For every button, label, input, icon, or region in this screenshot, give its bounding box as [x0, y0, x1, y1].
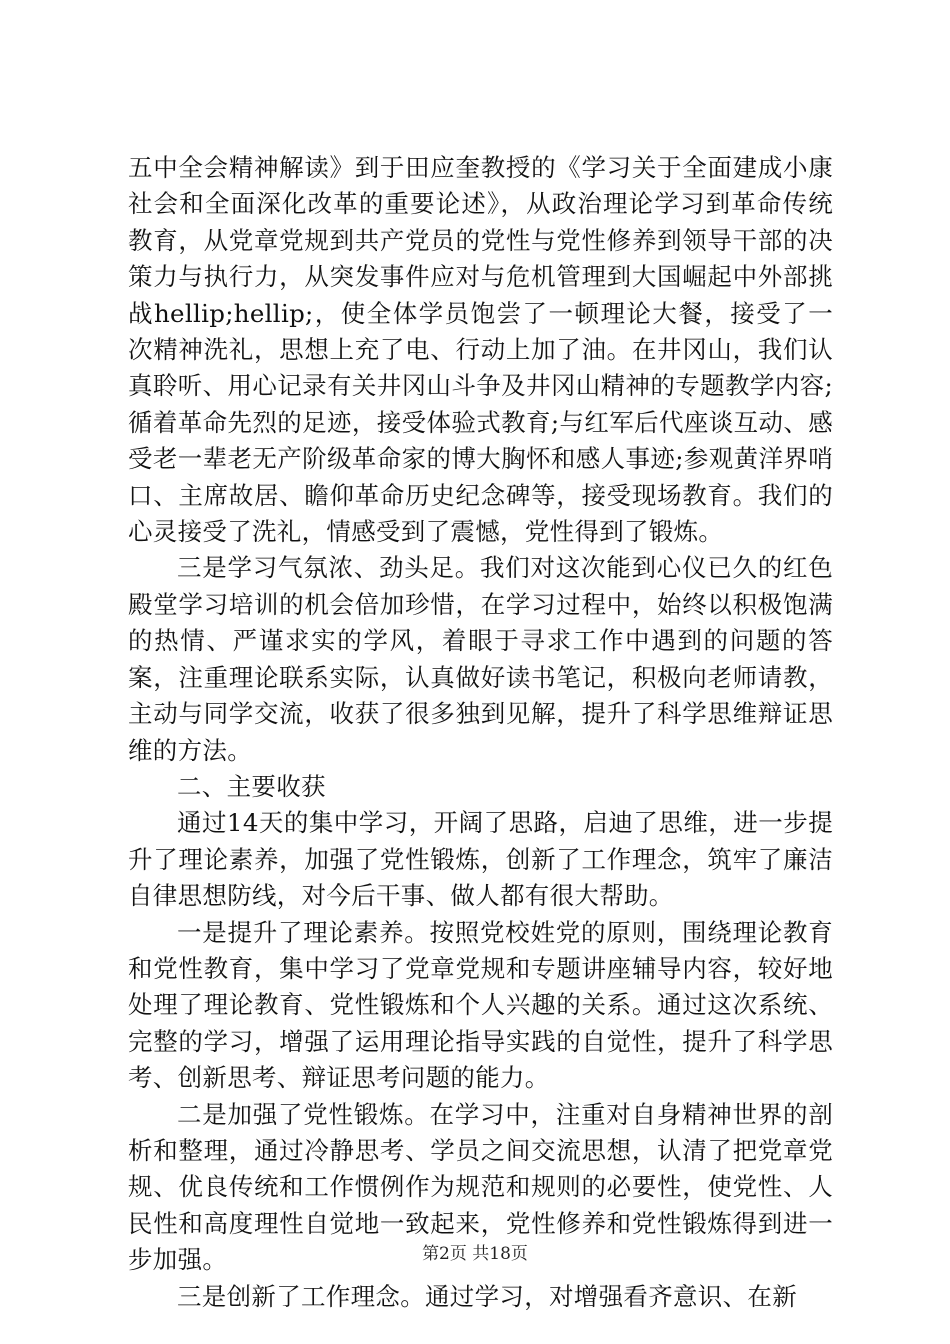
document-body	[128, 150, 833, 1315]
paragraph-2: 三是学习气氛浓、劲头足。我们对这次能到心仪已久的红色殿堂学习培训的机会倍加珍惜，在学习过程中，始终以积极饱满的热情、严谨求实的学风，着眼于寻求工作中遇到的问题的答案，注重理论联系实际，认真做好读书笔记，积极向老师请教，主动与同学交流，收获了很多独到见解，提升了科学思维辩证思维的方法。	[128, 553, 833, 765]
paragraph-1: 五中全会精神解读》到于田应奎教授的《学习关于全面建成小康社会和全面深化改革的重要论述》，从政治理论学习到革命传统教育，从党章党规到共产党员的党性与党性修养到领导干部的决策力与执行力，从突发事件应对与危机管理到大国崛起中外部挑战hellip;hellip;，使全体学员饱尝了一顿理论大餐，接受了一次精神洗礼，思想上充了电、行动上加了油。在井冈山，我们认真聆听、用心记录有关井冈山斗争及井冈山精神的专题教学内容;循着革命先烈的足迹，接受体验式教育;与红军后代座谈互动、感受老一辈老无产阶级革命家的博大胸怀和感人事迹;参观黄洋界哨口、主席故居、瞻仰革命历史纪念碑等，接受现场教育。我们的心灵接受了洗礼，情感受到了震憾，党性得到了锻炼。	[128, 153, 833, 547]
page-number-footer: 第2页 共18页	[422, 1244, 528, 1264]
paragraph-3: 通过14天的集中学习，开阔了思路，启迪了思维，进一步提升了理论素养，加强了党性锻炼，创新了工作理念，筑牢了廉洁自律思想防线，对今后干事、做人都有很大帮助。	[128, 808, 833, 911]
paragraph-4: 一是提升了理论素养。按照党校姓党的原则，围绕理论教育和党性教育，集中学习了党章党规和专题讲座辅导内容，较好地处理了理论教育、党性锻炼和个人兴趣的关系。通过这次系统、完整的学习，增强了运用理论指导实践的自觉性，提升了科学思考、创新思考、辩证思考问题的能力。	[128, 917, 833, 1093]
section-heading: 二、主要收获	[177, 771, 326, 801]
paragraph-5: 二是加强了党性锻炼。在学习中，注重对自身精神世界的剖析和整理，通过冷静思考、学员之间交流思想，认清了把党章党规、优良传统和工作惯例作为规范和规则的必要性，使党性、人民性和高度理性自觉地一致起来，党性修养和党性锻炼得到进一步加强。	[128, 1099, 833, 1275]
paragraph-6: 三是创新了工作理念。通过学习，对增强看齐意识、在新	[177, 1281, 797, 1311]
